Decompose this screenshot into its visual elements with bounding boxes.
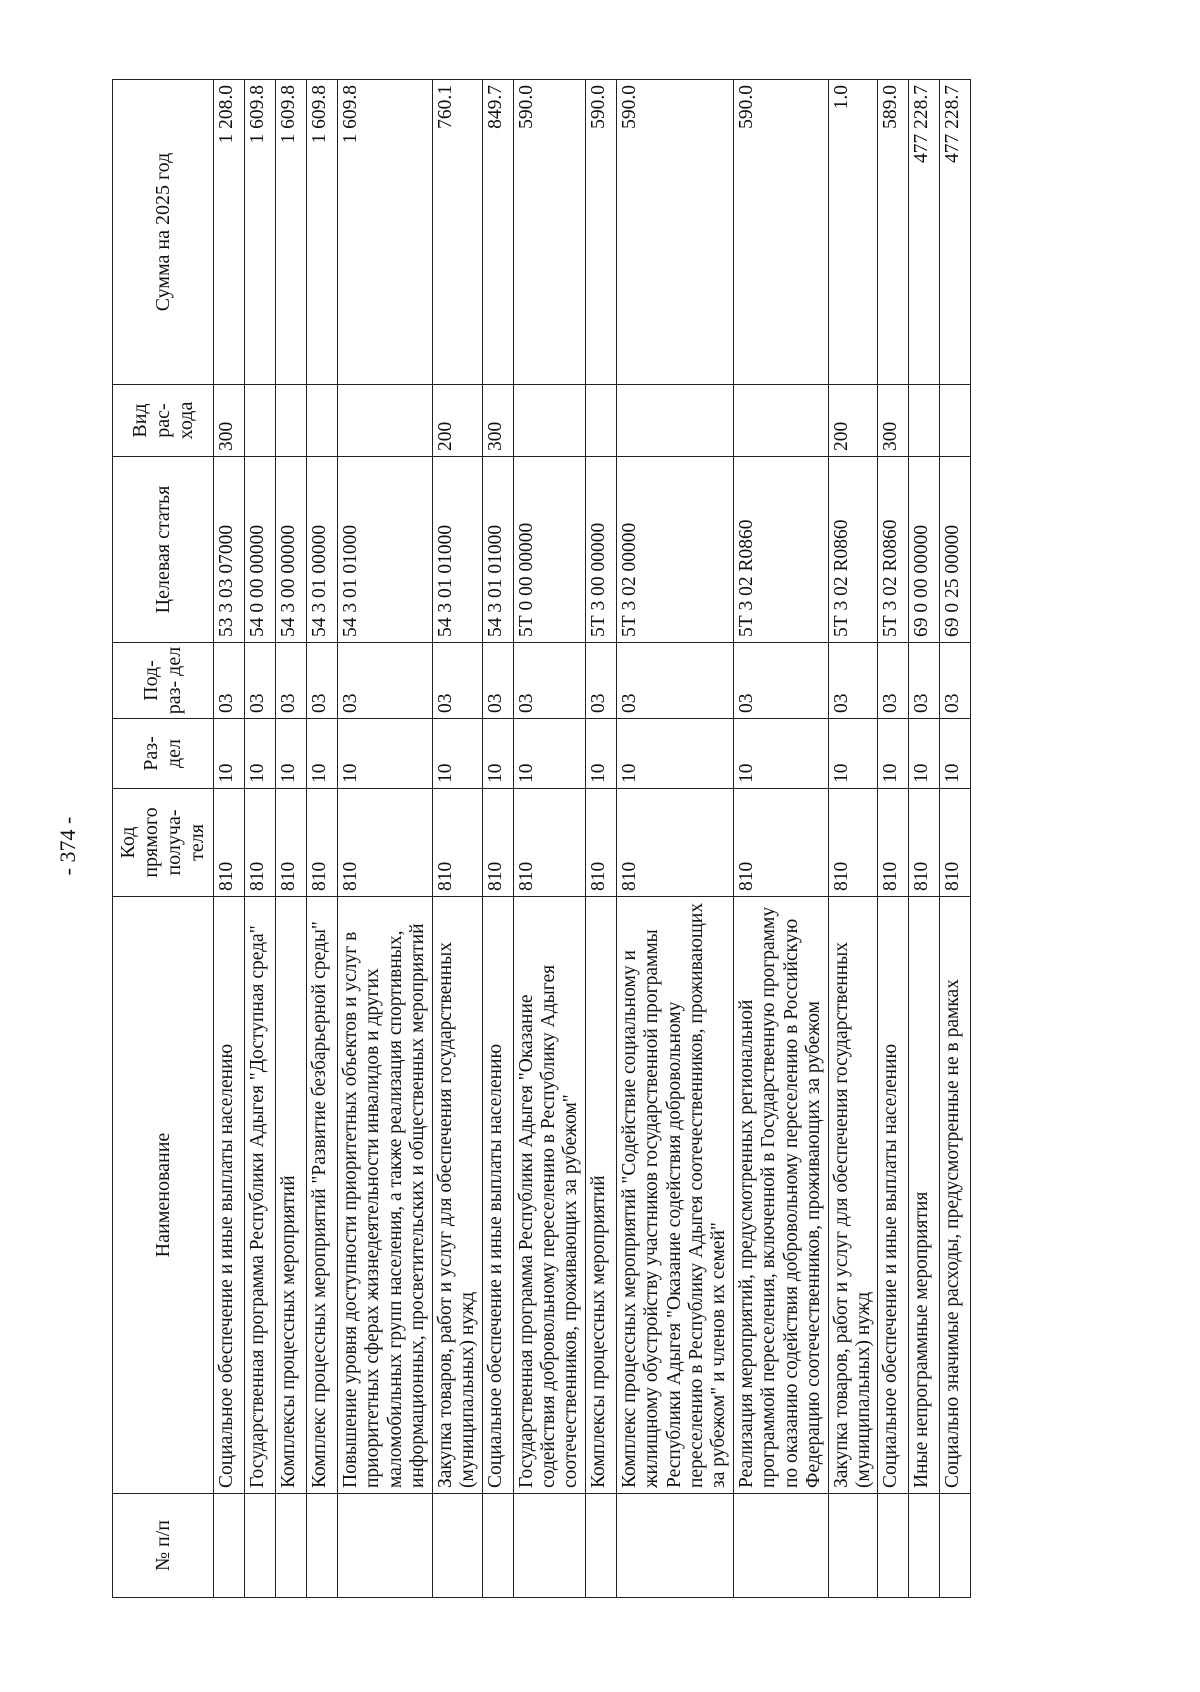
cell-razdel: 10 — [307, 719, 338, 789]
cell-name: Закупка товаров, работ и услуг для обеспечения государственных (муниципальных) нужд — [432, 897, 482, 1494]
cell-code: 810 — [878, 789, 909, 897]
cell-num — [513, 1494, 585, 1598]
cell-statya: 69 0 00 00000 — [909, 457, 940, 643]
cell-num — [432, 1494, 482, 1598]
cell-code: 810 — [828, 789, 878, 897]
cell-name: Комплекс процессных мероприятий "Содействие социальному и жилищному обустройству участников государственной программы Республики Адыгея "Оказание содействия добровольному переселению в Республику Адыгея соотечественников, проживающих за рубежом" и членов их семей" — [616, 897, 733, 1494]
header-sum: Сумма на 2025 год — [113, 80, 214, 385]
cell-sum: 477 228.7 — [909, 80, 940, 385]
cell-podrazdel: 03 — [585, 643, 616, 719]
cell-code: 810 — [338, 789, 433, 897]
cell-num — [878, 1494, 909, 1598]
table-row — [307, 80, 338, 1598]
cell-razdel: 10 — [482, 719, 513, 789]
table-row — [733, 80, 828, 1598]
cell-podrazdel: 03 — [307, 643, 338, 719]
table-row — [513, 80, 585, 1598]
table-body — [214, 80, 971, 1598]
cell-num — [307, 1494, 338, 1598]
cell-statya: 5Т 3 02 00000 — [616, 457, 733, 643]
cell-num — [940, 1494, 971, 1598]
cell-razdel: 10 — [276, 719, 307, 789]
table-row — [616, 80, 733, 1598]
cell-podrazdel: 03 — [878, 643, 909, 719]
cell-razdel: 10 — [878, 719, 909, 789]
cell-sum: 590.0 — [733, 80, 828, 385]
cell-statya: 54 3 01 01000 — [482, 457, 513, 643]
cell-podrazdel: 03 — [482, 643, 513, 719]
cell-name: Реализация мероприятий, предусмотренных региональной программой переселения, включенной в Государственную программу по оказанию содействия добровольному переселению в Российскую Федерацию соотечественников, проживающих за рубежом — [733, 897, 828, 1494]
cell-sum: 590.0 — [585, 80, 616, 385]
table-row — [214, 80, 245, 1598]
cell-statya: 5Т 3 00 00000 — [585, 457, 616, 643]
cell-num — [338, 1494, 433, 1598]
cell-vid — [909, 385, 940, 457]
cell-vid: 200 — [432, 385, 482, 457]
cell-num — [245, 1494, 276, 1598]
cell-podrazdel: 03 — [432, 643, 482, 719]
cell-vid — [940, 385, 971, 457]
cell-code: 810 — [616, 789, 733, 897]
table-row — [245, 80, 276, 1598]
cell-podrazdel: 03 — [245, 643, 276, 719]
cell-num — [276, 1494, 307, 1598]
cell-code: 810 — [513, 789, 585, 897]
cell-name: Комплекс процессных мероприятий "Развитие безбарьерной среды" — [307, 897, 338, 1494]
cell-sum: 1 609.8 — [307, 80, 338, 385]
cell-code: 810 — [432, 789, 482, 897]
cell-sum: 477 228.7 — [940, 80, 971, 385]
cell-statya: 54 3 01 01000 — [432, 457, 482, 643]
cell-name: Социальное обеспечение и иные выплаты населению — [214, 897, 245, 1494]
cell-num — [482, 1494, 513, 1598]
cell-num — [733, 1494, 828, 1598]
cell-vid: 300 — [214, 385, 245, 457]
cell-code: 810 — [214, 789, 245, 897]
cell-razdel: 10 — [733, 719, 828, 789]
cell-num — [909, 1494, 940, 1598]
cell-sum: 849.7 — [482, 80, 513, 385]
cell-razdel: 10 — [616, 719, 733, 789]
cell-razdel: 10 — [909, 719, 940, 789]
cell-podrazdel: 03 — [616, 643, 733, 719]
cell-code: 810 — [307, 789, 338, 897]
cell-sum: 590.0 — [616, 80, 733, 385]
cell-podrazdel: 03 — [733, 643, 828, 719]
cell-podrazdel: 03 — [940, 643, 971, 719]
cell-code: 810 — [276, 789, 307, 897]
cell-razdel: 10 — [940, 719, 971, 789]
page-number: - 374 - — [55, 816, 80, 876]
cell-sum: 589.0 — [878, 80, 909, 385]
cell-statya: 69 0 25 00000 — [940, 457, 971, 643]
cell-name: Закупка товаров, работ и услуг для обеспечения государственных (муниципальных) нужд — [828, 897, 878, 1494]
cell-code: 810 — [585, 789, 616, 897]
header-code: Код прямого получа- теля — [113, 789, 214, 897]
cell-razdel: 10 — [214, 719, 245, 789]
cell-code: 810 — [245, 789, 276, 897]
cell-code: 810 — [940, 789, 971, 897]
cell-sum: 1.0 — [828, 80, 878, 385]
cell-name: Повышение уровня доступности приоритетных объектов и услуг в приоритетных сферах жизнедеятельности инвалидов и других маломобильных групп населения, а также реализация спортивных, информационных, просветительских и общественных мероприятий — [338, 897, 433, 1494]
cell-code: 810 — [909, 789, 940, 897]
table-row — [585, 80, 616, 1598]
table-row — [828, 80, 878, 1598]
cell-razdel: 10 — [245, 719, 276, 789]
table-row — [482, 80, 513, 1598]
cell-vid: 300 — [482, 385, 513, 457]
cell-vid — [616, 385, 733, 457]
cell-statya: 5Т 3 02 R0860 — [878, 457, 909, 643]
table-row — [276, 80, 307, 1598]
cell-num — [214, 1494, 245, 1598]
cell-statya: 53 3 03 07000 — [214, 457, 245, 643]
cell-statya: 5Т 3 02 R0860 — [828, 457, 878, 643]
cell-sum: 1 609.8 — [276, 80, 307, 385]
cell-vid: 200 — [828, 385, 878, 457]
header-statya: Целевая статья — [113, 457, 214, 643]
cell-name: Государственная программа Республики Адыгея "Доступная среда" — [245, 897, 276, 1494]
cell-razdel: 10 — [432, 719, 482, 789]
cell-vid — [513, 385, 585, 457]
cell-vid — [338, 385, 433, 457]
cell-statya: 54 0 00 00000 — [245, 457, 276, 643]
cell-razdel: 10 — [828, 719, 878, 789]
cell-podrazdel: 03 — [828, 643, 878, 719]
cell-statya: 54 3 01 01000 — [338, 457, 433, 643]
cell-razdel: 10 — [338, 719, 433, 789]
cell-name: Иные непрограммные мероприятия — [909, 897, 940, 1494]
cell-statya: 54 3 00 00000 — [276, 457, 307, 643]
table-row — [940, 80, 971, 1598]
cell-vid — [276, 385, 307, 457]
header-num: № п/п — [113, 1494, 214, 1598]
cell-statya: 5Т 0 00 00000 — [513, 457, 585, 643]
cell-podrazdel: 03 — [338, 643, 433, 719]
table-row — [432, 80, 482, 1598]
cell-name: Государственная программа Республики Адыгея "Оказание содействия добровольному переселению в Республику Адыгея соотечественников, проживающих за рубежом" — [513, 897, 585, 1494]
cell-vid — [307, 385, 338, 457]
cell-statya: 5Т 3 02 R0860 — [733, 457, 828, 643]
cell-name: Социальное обеспечение и иные выплаты населению — [482, 897, 513, 1494]
cell-podrazdel: 03 — [513, 643, 585, 719]
cell-code: 810 — [482, 789, 513, 897]
cell-vid — [585, 385, 616, 457]
budget-table — [112, 79, 971, 1598]
cell-podrazdel: 03 — [276, 643, 307, 719]
header-row — [113, 80, 214, 1598]
cell-name: Комплексы процессных мероприятий — [276, 897, 307, 1494]
table-row — [338, 80, 433, 1598]
cell-sum: 1 609.8 — [245, 80, 276, 385]
cell-vid — [245, 385, 276, 457]
header-vid: Вид рас- хода — [113, 385, 214, 457]
cell-podrazdel: 03 — [909, 643, 940, 719]
cell-vid — [733, 385, 828, 457]
cell-name: Комплексы процессных мероприятий — [585, 897, 616, 1494]
cell-name: Социально значимые расходы, предусмотренные не в рамках — [940, 897, 971, 1494]
cell-vid: 300 — [878, 385, 909, 457]
header-podrazdel: Под- раз- дел — [113, 643, 214, 719]
cell-num — [585, 1494, 616, 1598]
cell-num — [616, 1494, 733, 1598]
cell-razdel: 10 — [513, 719, 585, 789]
cell-statya: 54 3 01 00000 — [307, 457, 338, 643]
cell-sum: 590.0 — [513, 80, 585, 385]
cell-num — [828, 1494, 878, 1598]
cell-code: 810 — [733, 789, 828, 897]
table-row — [878, 80, 909, 1598]
table-row — [909, 80, 940, 1598]
cell-sum: 1 609.8 — [338, 80, 433, 385]
cell-sum: 1 208.0 — [214, 80, 245, 385]
cell-sum: 760.1 — [432, 80, 482, 385]
header-razdel: Раз- дел — [113, 719, 214, 789]
cell-razdel: 10 — [585, 719, 616, 789]
cell-podrazdel: 03 — [214, 643, 245, 719]
header-name: Наименование — [113, 897, 214, 1494]
cell-name: Социальное обеспечение и иные выплаты населению — [878, 897, 909, 1494]
